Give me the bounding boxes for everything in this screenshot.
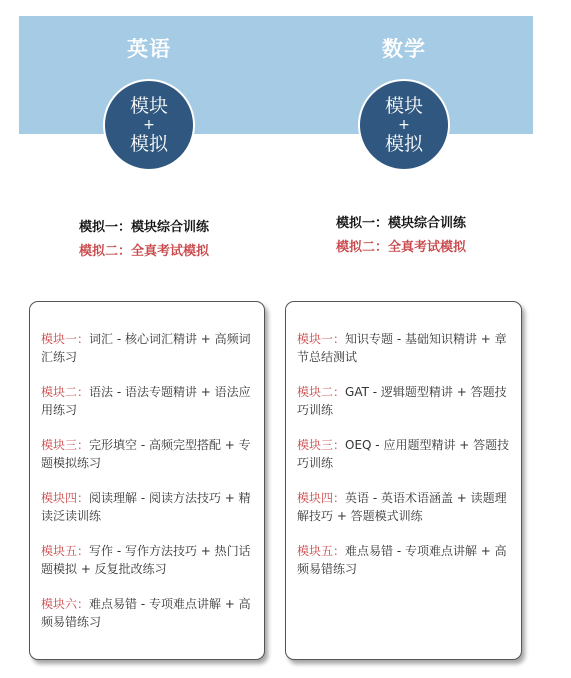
module-text: 阅读理解 - 阅读方法技巧 + 精读泛读训练 (41, 491, 251, 523)
module-item (297, 489, 511, 525)
module-item (41, 383, 254, 419)
english-title: 英语 (127, 37, 171, 61)
english-mock-2: 模拟二：全真考试模拟 (79, 244, 210, 259)
circle-text-bottom: 模拟 (384, 133, 423, 155)
module-text: 完形填空 - 高频完型搭配 + 专题模拟练习 (41, 438, 251, 470)
module-text: 语法 - 语法专题精讲 + 语法应用练习 (41, 385, 251, 417)
circle-text-top: 模块 (384, 95, 423, 117)
module-text: 英语 - 英语术语涵盖 + 读题理解技巧 + 答题模式训练 (297, 491, 507, 523)
module-key: 模块五： (41, 544, 90, 558)
module-key: 模块三： (297, 438, 346, 452)
module-text: OEQ - 应用题型精讲 + 答题技巧训练 (297, 438, 510, 470)
module-key: 模块一： (41, 332, 90, 346)
module-text: 词汇 - 核心词汇精讲 + 高频词汇练习 (41, 332, 251, 364)
math-title: 数学 (382, 37, 426, 61)
module-text: 写作 - 写作方法技巧 + 热门话题模拟 + 反复批改练习 (41, 544, 251, 576)
module-key: 模块四： (41, 491, 90, 505)
module-item (41, 542, 254, 578)
module-key: 模块六： (41, 597, 90, 611)
circle-text-bottom: 模拟 (129, 133, 168, 155)
module-key: 模块五： (297, 544, 346, 558)
circle-text-top: 模块 (129, 95, 168, 117)
module-key: 模块二： (297, 385, 346, 399)
module-key: 模块二： (41, 385, 90, 399)
english-modules-box (29, 301, 265, 660)
english-mock-1: 模拟一：模块综合训练 (79, 220, 210, 235)
module-text: 难点易错 - 专项难点讲解 + 高频易错练习 (41, 597, 251, 629)
circle-plus: + (143, 117, 155, 133)
module-item (297, 330, 511, 366)
module-item (297, 383, 511, 419)
module-item (41, 436, 254, 472)
module-item (297, 542, 511, 578)
module-key: 模块四： (297, 491, 346, 505)
module-text: GAT - 逻辑题型精讲 + 答题技巧训练 (297, 385, 507, 417)
math-circle-badge (358, 79, 450, 171)
module-text: 知识专题 - 基础知识精讲 + 章节总结测试 (297, 332, 507, 364)
module-item (41, 330, 254, 366)
math-mock-2: 模拟二：全真考试模拟 (336, 240, 467, 255)
math-modules-box (285, 301, 522, 660)
circle-plus: + (398, 117, 410, 133)
english-circle-badge (103, 79, 195, 171)
math-mock-1: 模拟一：模块综合训练 (336, 216, 467, 231)
module-item (297, 436, 511, 472)
module-text: 难点易错 - 专项难点讲解 + 高频易错练习 (297, 544, 507, 576)
module-key: 模块一： (297, 332, 346, 346)
module-item (41, 489, 254, 525)
module-item (41, 595, 254, 631)
module-key: 模块三： (41, 438, 90, 452)
